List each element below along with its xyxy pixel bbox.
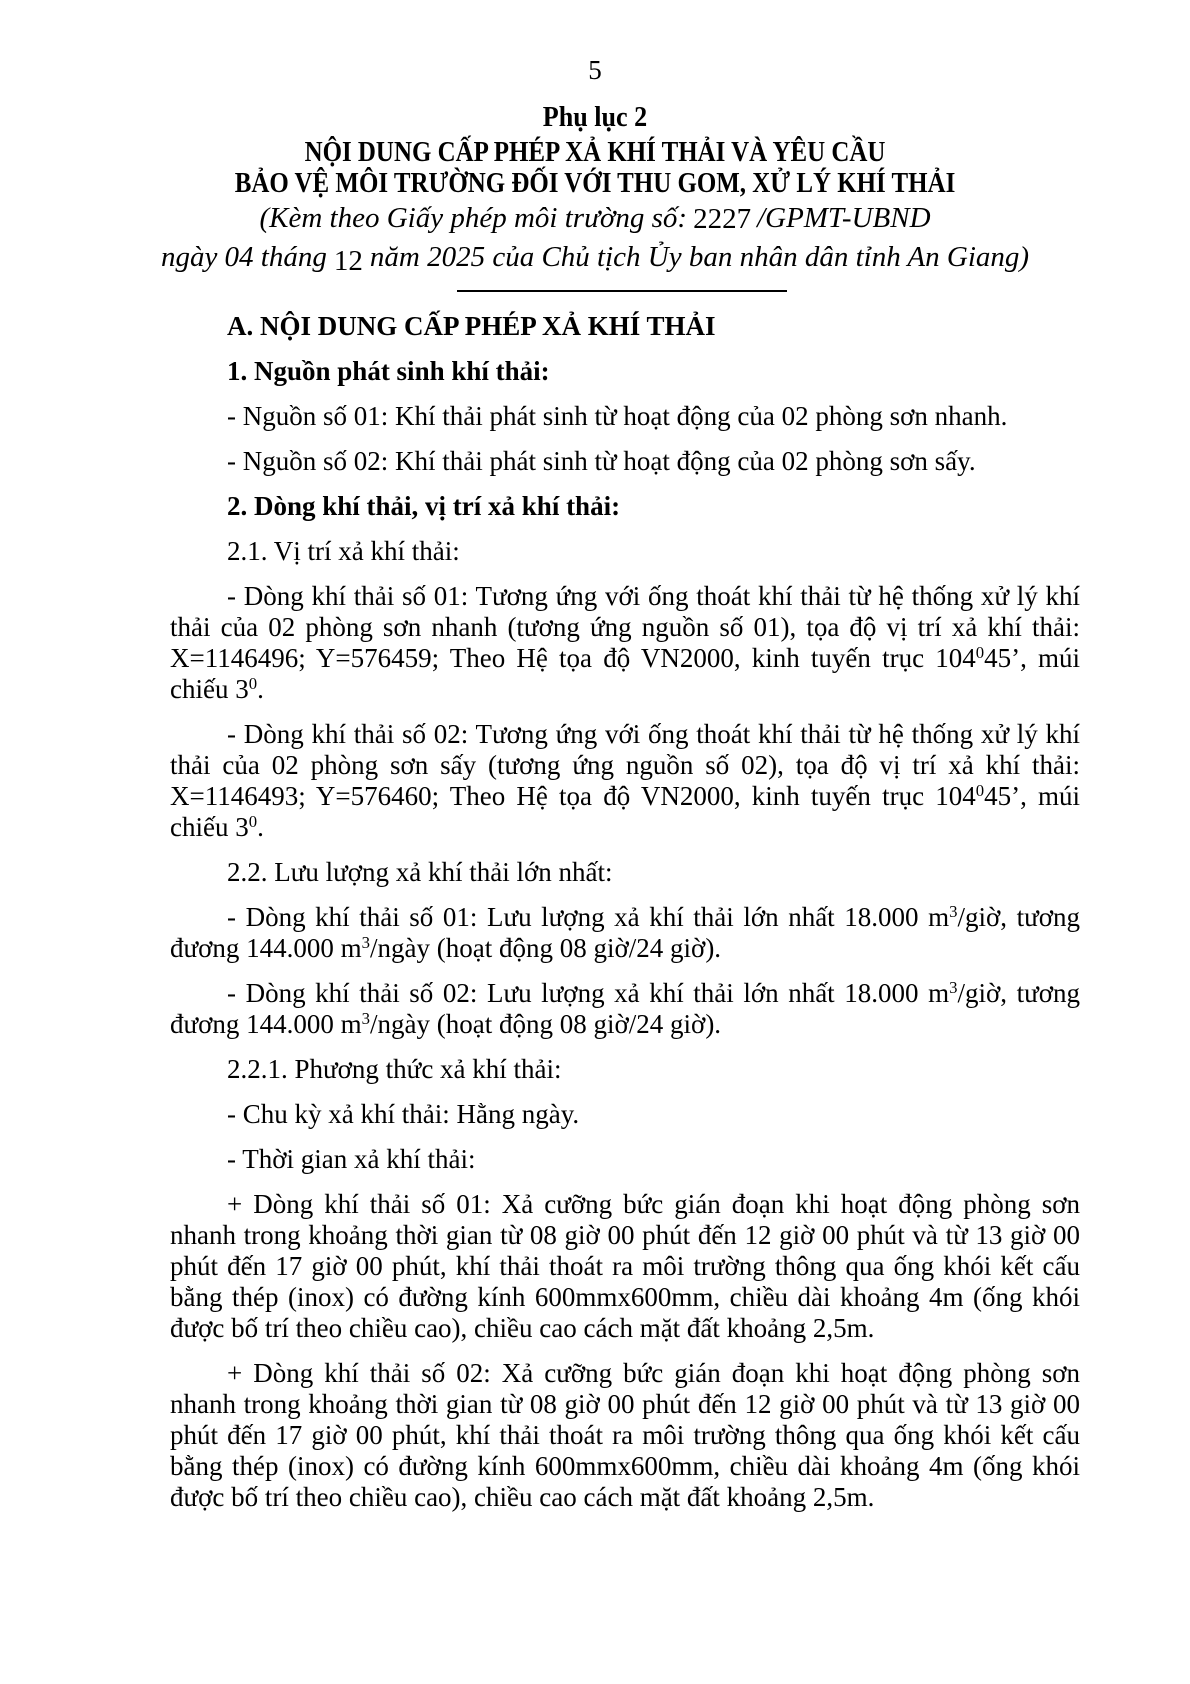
text-segment: (Kèm theo Giấy phép môi trường số: bbox=[259, 202, 688, 234]
item-nguon-so-02 bbox=[170, 446, 1080, 477]
text-segment: 2.2. Lưu lượng xả khí thải lớn nhất: bbox=[227, 857, 613, 887]
text-segment: 45’, múi chiếu 3 bbox=[170, 643, 1080, 704]
heading-1-nguon-phat-sinh bbox=[170, 356, 1080, 387]
document-title bbox=[0, 137, 1190, 199]
superscript: 3 bbox=[361, 1008, 371, 1028]
text-segment: /ngày (hoạt động 08 giờ/24 giờ). bbox=[370, 933, 722, 963]
permit-reference-line2 bbox=[0, 238, 1190, 277]
heading-2-2-1-phuong-thuc bbox=[170, 1054, 1080, 1085]
text-segment: /giờ, tương đương 144.000 m bbox=[170, 978, 1080, 1039]
text-segment: 2227 bbox=[693, 203, 752, 235]
text-segment: 12 bbox=[333, 245, 363, 277]
superscript: 0 bbox=[975, 780, 985, 800]
text-segment: 2.2.1. Phương thức xả khí thải: bbox=[227, 1054, 562, 1084]
heading-2-dong-khi-thai bbox=[170, 491, 1080, 522]
text-segment: - Thời gian xả khí thải: bbox=[227, 1144, 476, 1174]
appendix-title: Phụ lục 2 bbox=[542, 101, 648, 133]
item-nguon-so-01 bbox=[170, 401, 1080, 432]
document-body bbox=[170, 311, 1080, 1513]
text-segment: /GPMT-UBND bbox=[757, 202, 931, 234]
item-thoi-gian bbox=[170, 1144, 1080, 1175]
para-dong-so-01-vi-tri bbox=[170, 581, 1080, 705]
item-chu-ky bbox=[170, 1099, 1080, 1130]
text-segment: 2.1. Vị trí xả khí thải: bbox=[227, 536, 460, 566]
superscript: 0 bbox=[248, 673, 258, 693]
text-segment: - Dòng khí thải số 01: Lưu lượng xả khí thải lớn nhất 18.000 m bbox=[227, 902, 950, 932]
permit-reference-line1 bbox=[0, 199, 1190, 238]
text-segment: + Dòng khí thải số 02: Xả cưỡng bức gián đoạn khi hoạt động phòng sơn nhanh trong khoảng thời gian từ 08 giờ 00 phút đến 12 giờ 00 phút và từ 13 giờ 00 phút đến 17 giờ 00 phút, khí thải thoát ra môi trường thông qua ống khói kết cấu bằng thép (inox) có đường kính 600mmx600mm, chiều dài khoảng 4m (ống khói được bố trí theo chiều cao), chiều cao cách mặt đất khoảng 2,5m. bbox=[170, 1358, 1080, 1512]
para-dong-so-01-luu-luong bbox=[170, 902, 1080, 964]
text-segment: + Dòng khí thải số 01: Xả cưỡng bức gián đoạn khi hoạt động phòng sơn nhanh trong khoảng thời gian từ 08 giờ 00 phút đến 12 giờ 00 phút và từ 13 giờ 00 phút đến 17 giờ 00 phút, khí thải thoát ra môi trường thông qua ống khói kết cấu bằng thép (inox) có đường kính 600mmx600mm, chiều dài khoảng 4m (ống khói được bố trí theo chiều cao), chiều cao cách mặt đất khoảng 2,5m. bbox=[170, 1189, 1080, 1343]
text-segment: A. NỘI DUNG CẤP PHÉP XẢ KHÍ THẢI bbox=[227, 311, 716, 341]
page-number: 5 bbox=[588, 55, 602, 85]
text-segment: /giờ, tương đương 144.000 m bbox=[170, 902, 1080, 963]
text-segment: - Nguồn số 01: Khí thải phát sinh từ hoạt động của 02 phòng sơn nhanh. bbox=[227, 401, 1008, 431]
superscript: 0 bbox=[975, 642, 985, 662]
superscript: 3 bbox=[361, 932, 371, 952]
text-segment: - Dòng khí thải số 02: Lưu lượng xả khí thải lớn nhất 18.000 m bbox=[227, 978, 950, 1008]
superscript: 3 bbox=[949, 977, 958, 997]
section-a-heading bbox=[170, 311, 1080, 342]
para-dong-so-02-luu-luong bbox=[170, 978, 1080, 1040]
text-segment: năm 2025 của Chủ tịch Ủy ban nhân dân tỉnh An Giang) bbox=[369, 241, 1030, 273]
text-segment: - Dòng khí thải số 02: Tương ứng với ống thoát khí thải từ hệ thống xử lý khí thải của 02 phòng sơn sấy (tương ứng nguồn số 02), tọa độ vị trí xả khí thải: X=1146493; Y=576460; Theo Hệ tọa độ VN2000, kinh tuyến trục 104 bbox=[170, 719, 1080, 811]
text-segment: 2. Dòng khí thải, vị trí xả khí thải: bbox=[227, 491, 621, 521]
text-segment: - Nguồn số 02: Khí thải phát sinh từ hoạt động của 02 phòng sơn sấy. bbox=[227, 446, 976, 476]
para-dong-so-02-thoi-gian bbox=[170, 1358, 1080, 1513]
text-segment: - Dòng khí thải số 01: Tương ứng với ống thoát khí thải từ hệ thống xử lý khí thải của 02 phòng sơn nhanh (tương ứng nguồn số 01), tọa độ vị trí xả khí thải: X=1146496; Y=576459; Theo Hệ tọa độ VN2000, kinh tuyến trục 104 bbox=[170, 581, 1080, 673]
text-segment: 45’, múi chiếu 3 bbox=[170, 781, 1080, 842]
document-title-line2: BẢO VỆ MÔI TRƯỜNG ĐỐI VỚI THU GOM, XỬ LÝ KHÍ THẢI bbox=[234, 167, 956, 199]
text-segment: - Chu kỳ xả khí thải: Hằng ngày. bbox=[227, 1099, 580, 1129]
heading-2-2-luu-luong bbox=[170, 857, 1080, 888]
superscript: 3 bbox=[949, 901, 958, 921]
document-title-line1: NỘI DUNG CẤP PHÉP XẢ KHÍ THẢI VÀ YÊU CẦU bbox=[304, 136, 886, 168]
header-separator-line bbox=[457, 290, 787, 292]
text-segment: /ngày (hoạt động 08 giờ/24 giờ). bbox=[370, 1009, 722, 1039]
superscript: 0 bbox=[248, 811, 258, 831]
text-segment: 1. Nguồn phát sinh khí thải: bbox=[227, 356, 550, 386]
heading-2-1-vi-tri bbox=[170, 536, 1080, 567]
text-segment: ngày 04 tháng bbox=[160, 241, 327, 273]
para-dong-so-01-thoi-gian bbox=[170, 1189, 1080, 1344]
text-segment: . bbox=[257, 674, 264, 704]
text-segment: . bbox=[257, 812, 264, 842]
para-dong-so-02-vi-tri bbox=[170, 719, 1080, 843]
